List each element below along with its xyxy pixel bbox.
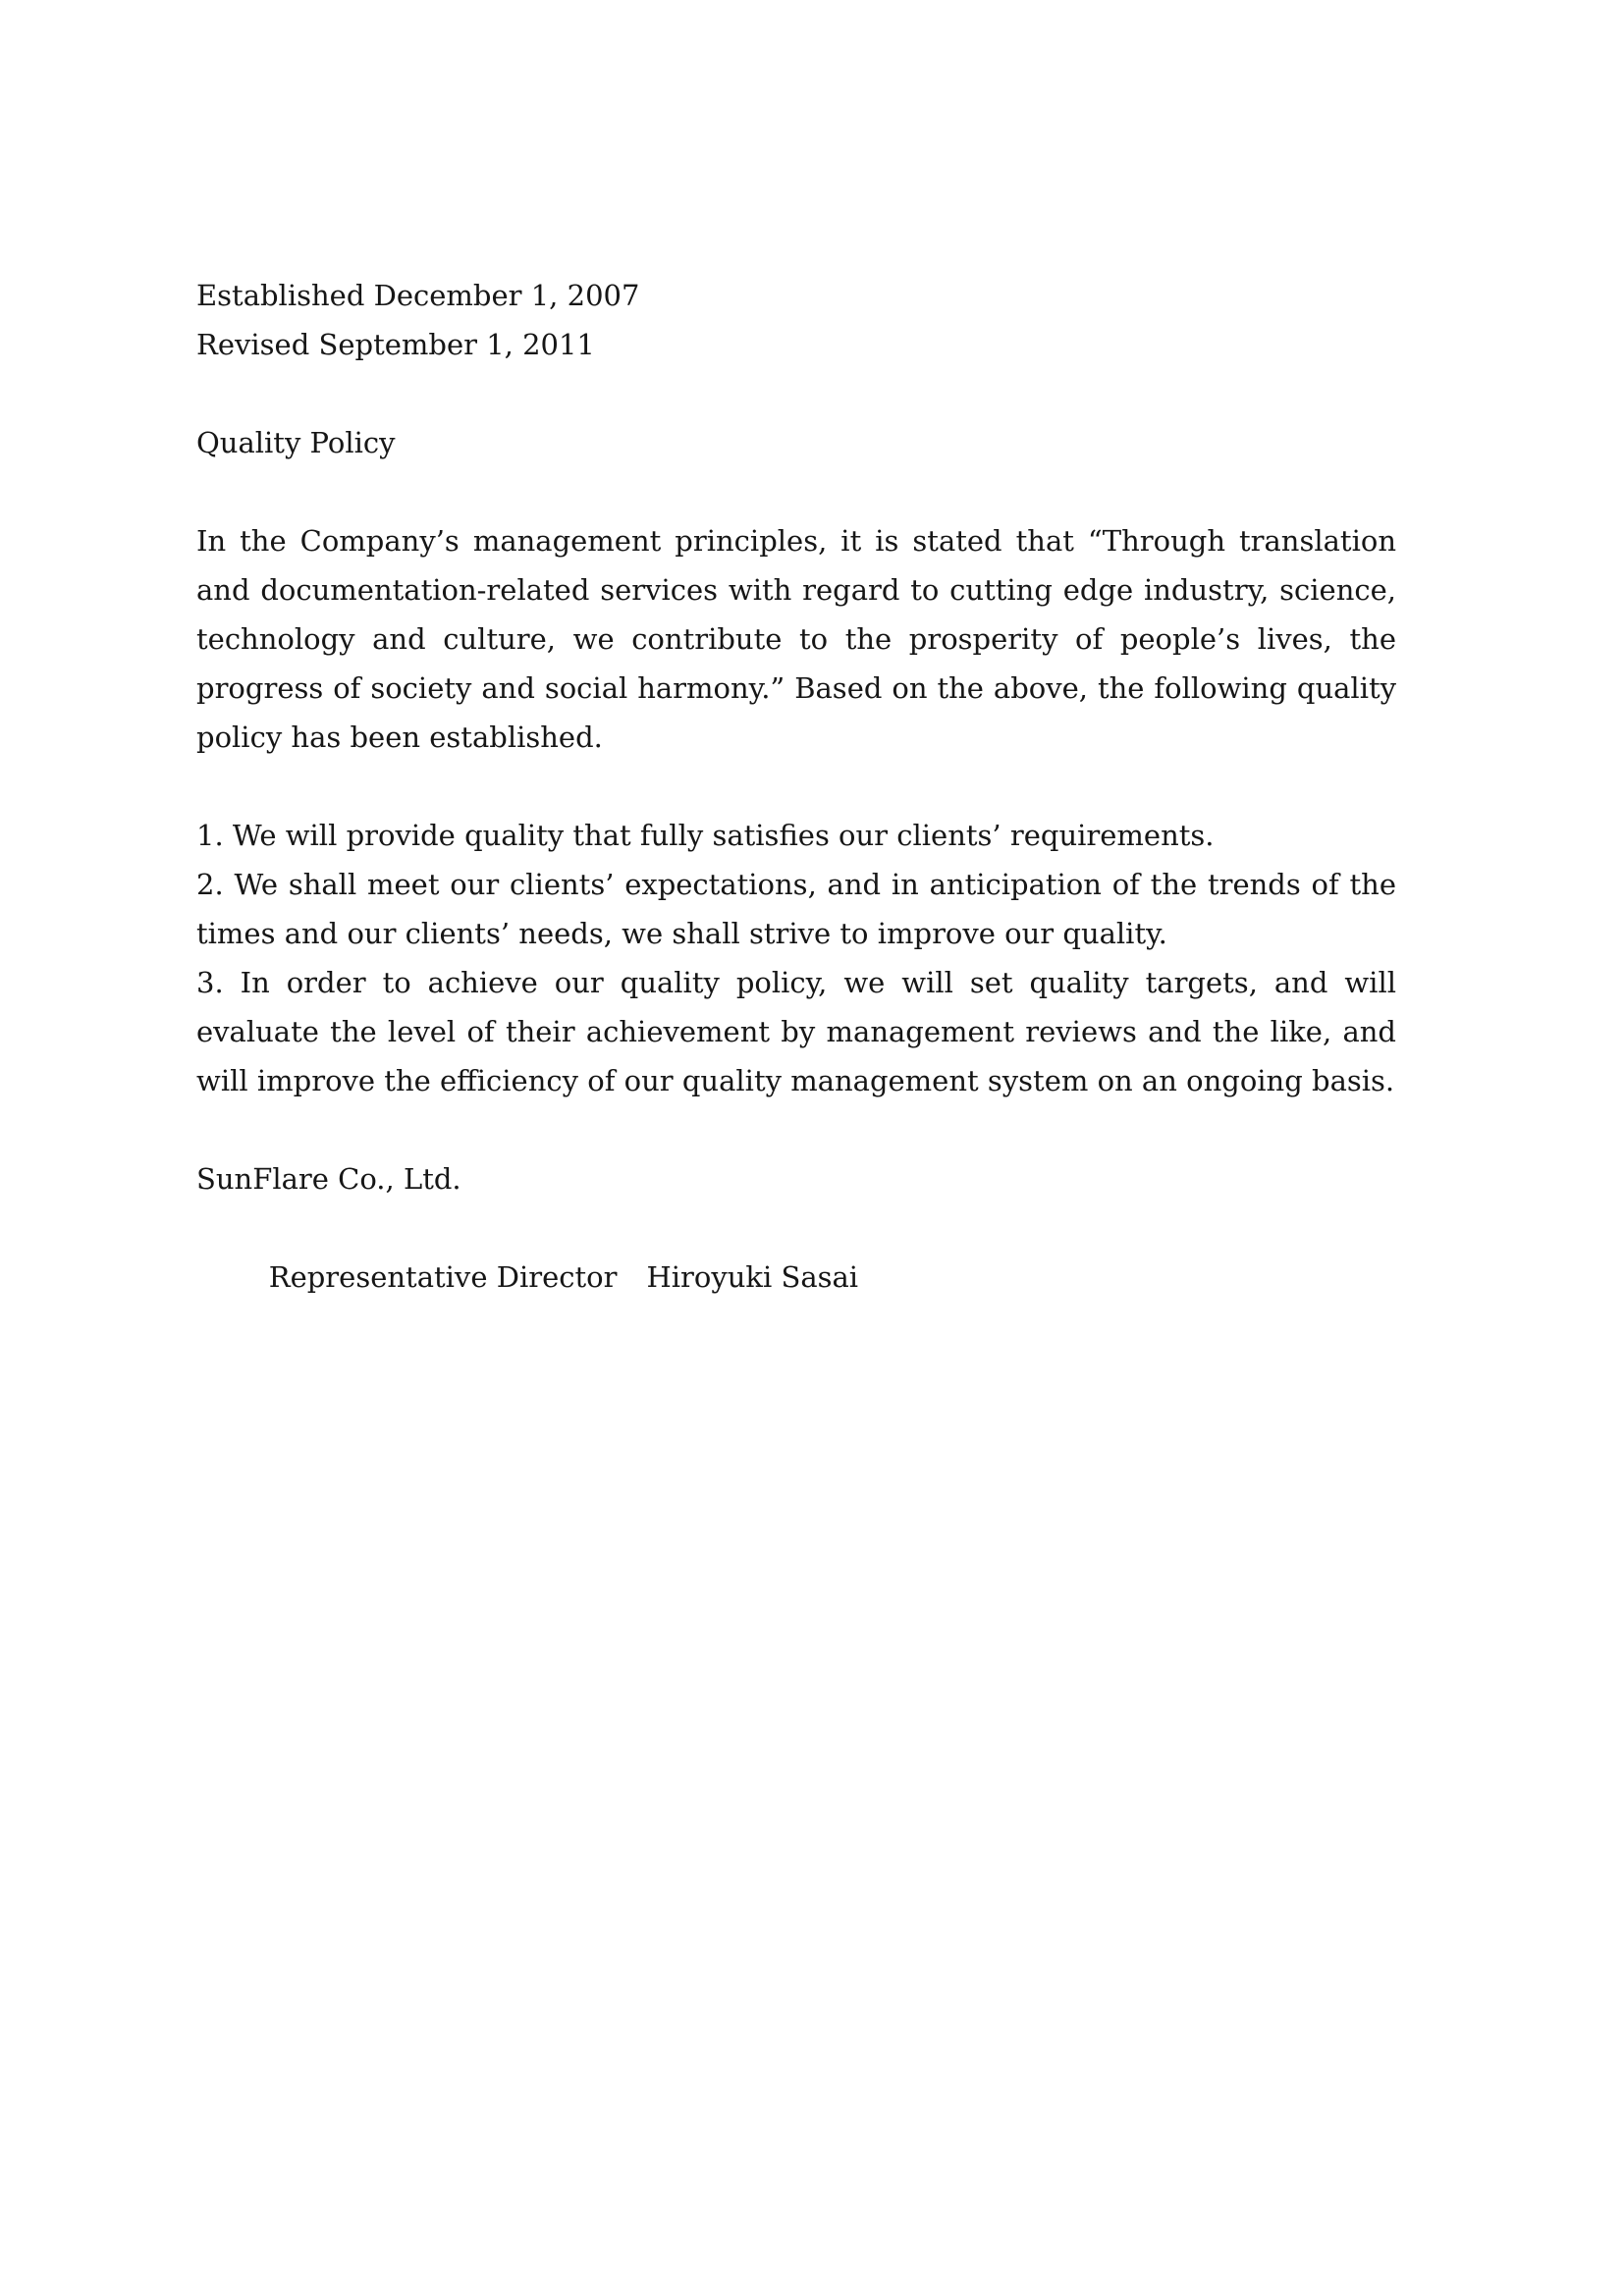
policy-item-3: 3. In order to achieve our quality policy, we will set quality targets, and will evaluate the level of their achievement by management reviews and the like, and will improve the efficiency of our quality management system on an ongoing basis.: [196, 966, 1396, 1097]
signature-company: SunFlare Co., Ltd.: [196, 1162, 461, 1196]
revised-date-line: Revised September 1, 2011: [196, 328, 595, 361]
page-title: Quality Policy: [196, 426, 396, 459]
signature-block: [196, 1154, 1396, 1351]
signature-role: Representative Director: [268, 1260, 618, 1294]
policy-item-2: 2. We shall meet our clients’ expectations, and in anticipation of the trends of the times and our clients’ needs, we shall strive to improve our quality.: [196, 868, 1396, 950]
document-content: [196, 271, 1396, 1400]
policy-list: [196, 811, 1396, 1105]
signature-line: [196, 1203, 1396, 1351]
revision-header: [196, 271, 1396, 369]
title-block: [196, 418, 1396, 467]
established-date-line: Established December 1, 2007: [196, 279, 640, 312]
signature-name: Hiroyuki Sasai: [646, 1260, 859, 1294]
intro-paragraph: In the Company’s management principles, it is stated that “Through translation and documentation-related services with regard to cutting edge industry, science, technology and culture, we contribute to the prosperity of people’s lives, the progress of society and social harmony.” Based on the above, the following quality policy has been established.: [196, 524, 1396, 754]
policy-item-1: 1. We will provide quality that fully satisfies our clients’ requirements.: [196, 819, 1215, 852]
